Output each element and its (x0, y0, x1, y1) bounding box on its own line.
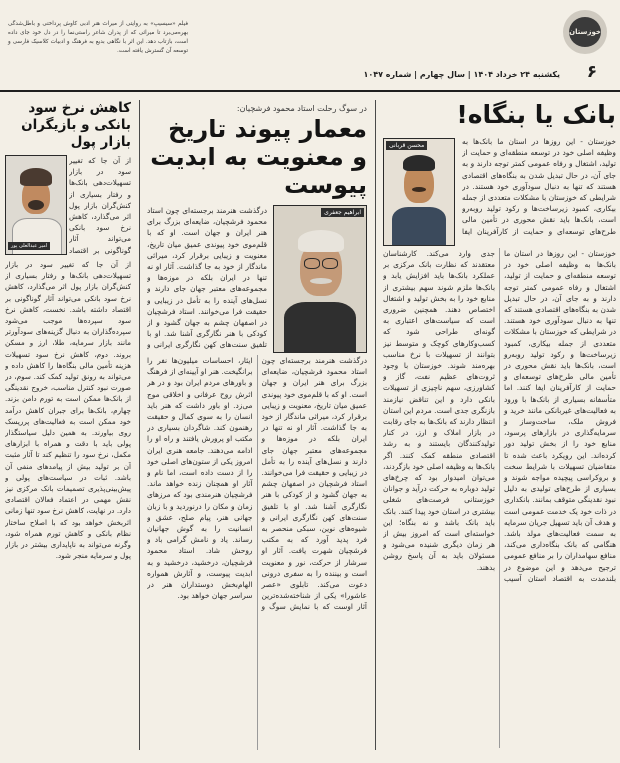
article-bank-or-firm (383, 100, 616, 750)
article-body: درگذشت هنرمند برجسته‌ای چون استاد محمود فرشچیان، ضایعه‌ای بزرگ برای هنر ایران و جهان است. او که با قلم‌موی خود پیوندی عمیق میان تاریخ، معنویت و زیبایی برقرار کرد، میراثی ماندگار از خود به جا گذاشت. آثار او نه تنها در ایران بلکه در موزه‌ها و مجموعه‌های معتبر جهان جای دارند و نسل‌های آینده را به تأمل در زیبایی و حقیقت فرا می‌خوانند. استاد فرشچیان در اصفهان چشم به جهان گشود و از کودکی با هنر نگارگری آشنا شد. او با تلفیق سنت‌های کهن نگارگری ایرانی و شیوه‌های نوین، سبکی منحصر به فرد پدید آورد که به مکتب فرشچیان شهرت یافت. آثار او سرشار از حرکت، نور و معنویت است و بیننده را به سفری درونی دعوت می‌کند. تابلوی «عصر عاشورا» یکی از شناخته‌شده‌ترین آثار اوست که با نمایش سوگ و ایثار، احساسات میلیون‌ها نفر را برانگیخت. هنر او آیینه‌ای از فرهنگ و باورهای مردم ایران بود و در هر اثرش روح عرفانی و اخلاقی موج می‌زد. او باور داشت که هنر باید انسان را به سوی کمال و حقیقت رهنمون کند. شاگردان بسیاری در مکتب او پرورش یافتند و راه او را ادامه می‌دهند. جامعه هنری ایران امروز یکی از ستون‌های اصلی خود را از دست داده است، اما نام و آثار او همچنان زنده خواهد ماند. فرشچیان هنرمندی بود که مرزهای زمان و مکان را درنوردید و با زبان جهانی هنر، پیام صلح، عشق و انسانیت را به گوش جهانیان رساند. یاد و نامش گرامی باد و روحش شاد. استاد محمود فرشچیان، درخشید، درخشید و به ابدیت پیوست، و آثارش همواره الهام‌بخش دوستداران هنر در سراسر جهان خواهد بود. (147, 356, 367, 612)
article-lead: درگذشت هنرمند برجسته‌ای چون استاد محمود فرشچیان، ضایعه‌ای بزرگ برای هنر ایران و جهان است. او که با قلم‌موی خود پیوندی عمیق میان تاریخ، معنویت و زیبایی برقرار کرد، میراثی ماندگار از خود به جا گذاشت. آثار او نه تنها در ایران بلکه در موزه‌ها و مجموعه‌های معتبر جهان جای دارند و نسل‌های آینده را به تأمل در زیبایی و حقیقت فرا می‌خوانند. استاد فرشچیان در اصفهان چشم به جهان گشود و از کودکی با هنر نگارگری آشنا شد. او با تلفیق سنت‌های کهن نگارگری ایرانی و (147, 206, 267, 350)
author-photo (5, 155, 67, 255)
intro-snippet: فیلم «سیسیپ» به روایتی از میراث هنر ادبی کاوش پرداختی و باطل‌شدگی بهره‌می‌برد تا میراثی که از پدران شاعر راستی‌نما را در دل خود جای داده است، بازتاب دهد. این اثر با نگاهی بدیع به فرهنگ و ادبیات کلاسیک فارسی و توسعه آن گسترش یافته است. (8, 21, 188, 54)
column-divider-right (375, 100, 376, 750)
article-body: خوزستان - این روزها در استان ما بانک‌ها به وظیفه اصلی خود در توسعه منطقه‌ای و حمایت از تولید، اشتغال و رفاه عمومی کمتر توجه دارند و به جای آن، در حال تبدیل شدن به بنگاه‌های اقتصادی هستند که تنها به دنبال سودآوری خود هستند. در شرایطی که خوزستان با مشکلات متعددی از جمله بیکاری، کمبود زیرساخت‌ها و رکود تولید روبه‌رو است، بانک‌ها باید نقش محوری در تأمین مالی طرح‌های توسعه‌ای و حمایت از کارآفرینان ایفا کنند. اما متأسفانه بسیاری از بانک‌ها با ورود به فعالیت‌های غیربانکی مانند خرید و فروش ملک، ساخت‌وساز و سرمایه‌گذاری در بازارهای پرسود، منابع خود را از بخش تولید دور کرده‌اند. این رویکرد باعث شده تا متقاضیان تسهیلات با شرایط سخت و بروکراسی پیچیده مواجه شوند و بسیاری از طرح‌های تولیدی به دلیل نبود نقدینگی متوقف بمانند. بانکداری در ذات خود یک خدمت عمومی است و هدف آن باید تسهیل جریان سرمایه به سمت فعالیت‌های مولد باشد. هنگامی که بانک بنگاه‌داری می‌کند، منافع سهامداران را بر منافع عمومی ترجیح می‌دهد و این موضوع در بلندمدت به اقتصاد استان آسیب جدی وارد می‌کند. کارشناسان معتقدند که نظارت بانک مرکزی بر عملکرد بانک‌ها باید افزایش یابد و بانک‌ها ملزم شوند سهم بیشتری از منابع خود را به بخش تولید و اشتغال اختصاص دهند. همچنین ضروری است که سیاست‌های اعتباری به گونه‌ای طراحی شود که کسب‌وکارهای کوچک و متوسط نیز بتوانند از تسهیلات با نرخ مناسب بهره‌مند شوند. خوزستان با وجود ثروت‌های عظیم نفت، گاز و کشاورزی، سهم ناچیزی از تسهیلات بانکی دارد و این تناقض نیازمند بازنگری جدی است. مردم این استان انتظار دارند که بانک‌ها به جای رقابت در بازار املاک و ارز، در کنار تولیدکنندگان بایستند و به رشد اقتصادی منطقه کمک کنند. اگر بانک‌ها به وظیفه اصلی خود بازگردند، می‌توان امیدوار بود که چرخ‌های تولید دوباره به حرکت درآید و جوانان خوزستانی فرصت‌های شغلی بیشتری در استان خود پیدا کنند. بانک باید بانک باشد و نه بنگاه؛ این خواسته‌ای است که امروز بیش از هر زمان دیگری شنیده می‌شود و مسئولان باید به آن پاسخ روشن بدهند. (383, 249, 616, 583)
author-photo (383, 138, 455, 246)
article-lead: خوزستان - این روزها در استان ما بانک‌ها به وظیفه اصلی خود در توسعه منطقه‌ای و حمایت از تولید، اشتغال و رفاه عمومی کمتر توجه دارند و به جای آن، در حال تبدیل شدن به بنگاه‌های اقتصادی هستند که تنها به دنبال سودآوری خود هستند. در شرایطی که خوزستان با مشکلات متعددی از جمله بیکاری، کمبود زیرساخت‌ها و رکود تولید روبه‌رو است، بانک‌ها باید نقش محوری در تأمین مالی طرح‌های توسعه‌ای و حمایت از کارآفرینان ایفا (462, 137, 616, 236)
article-lead: از آن جا که تغییر سود در بازار تسهیلات‌دهی بانک‌ها و رفتار بسیاری از کنش‌گران بازار پول اثر می‌گذارد، کاهش نرخ سود بانکی می‌تواند آثار گوناگونی بر اقتصاد (69, 156, 131, 255)
author-name: محسن قربانی (386, 141, 427, 150)
page-number: ۶ (586, 62, 598, 82)
author-name: امیر عبدالعلی پور (8, 242, 50, 250)
header-rule (0, 90, 620, 92)
article-farshchian (147, 100, 367, 750)
article-title: کاهش نرخ سود بانکی و بازیگران بازار پول (21, 100, 131, 150)
article-kicker: در سوگ رحلت استاد محمود فرشچیان: (236, 104, 367, 113)
article-interest-rate (5, 100, 131, 750)
issue-date-line: یکشنبه ۲۴ خرداد ۱۴۰۴ | سال چهارم | شماره ۱۰۴۷ (363, 70, 560, 79)
portrait-photo (273, 205, 367, 353)
author-name: ابراهیم جعفری (321, 208, 364, 217)
article-title: معمار پیوند تاریخ و معنویت به ابدیت پیوست (150, 115, 367, 199)
column-divider-left (139, 100, 140, 750)
newspaper-logo (563, 10, 607, 54)
logo-text: خوزستان (569, 17, 601, 47)
article-body: از آن جا که تغییر سود در بازار تسهیلات‌دهی بانک‌ها و رفتار بسیاری از کنش‌گران بازار پول اثر می‌گذارد، کاهش نرخ سود بانکی می‌تواند آثار گوناگونی بر اقتصاد داشته باشد. نخست، کاهش نرخ سود سپرده‌ها موجب می‌شود سپرده‌گذاران به دنبال گزینه‌های سودآورتر مانند بازار سرمایه، طلا، ارز و مسکن بروند. دوم، کاهش نرخ سود تسهیلات هزینه تأمین مالی بنگاه‌ها را کاهش داده و می‌تواند به رونق تولید کمک کند. سوم، در صورت نبود کنترل مناسب، خروج نقدینگی از بانک‌ها ممکن است به تورم دامن بزند. چهارم، بانک‌ها برای جبران کاهش درآمد خود ممکن است به فعالیت‌های پرریسک روی بیاورند. به همین دلیل سیاستگذار پولی باید با دقت و همراه با ابزارهای مکمل، نرخ سود را تنظیم کند تا آثار مثبت آن بر تولید بیش از پیامدهای منفی آن باشد. ثبات در سیاست‌های پولی و پیش‌بینی‌پذیری تصمیمات بانک مرکزی نیز نقش مهمی در اعتماد فعالان اقتصادی دارد. در نهایت، کاهش نرخ سود تنها زمانی اثربخش خواهد بود که با اصلاح ساختار نظام بانکی و کاهش تورم همراه شود، وگرنه می‌تواند به ناپایداری بیشتر در بازار پول و سرمایه منجر شود. (5, 260, 131, 561)
article-title: بانک یا بنگاه! (456, 100, 616, 129)
